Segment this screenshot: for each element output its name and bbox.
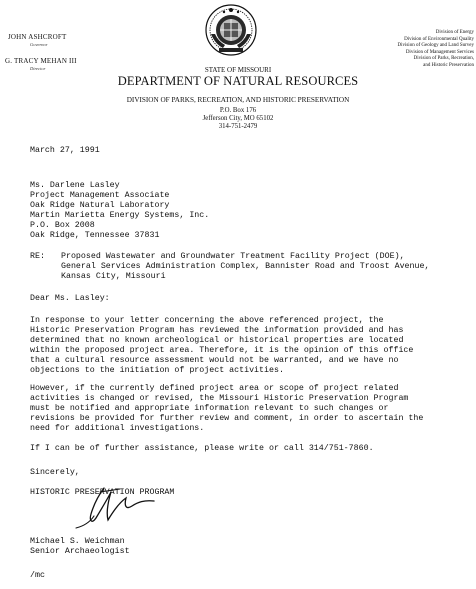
- recipient-line: Project Management Associate: [30, 191, 170, 200]
- paragraph-line: determined that no known archeological or historical properties are located: [30, 336, 404, 345]
- handwritten-signature: [64, 486, 174, 530]
- paragraph-line: must be notified and appropriate information relevant to such changes or: [30, 404, 389, 413]
- recipient-line: Oak Ridge Natural Laboratory: [30, 201, 170, 210]
- re-line: General Services Administration Complex, Bannister Road and Troost Avenue,: [61, 262, 430, 271]
- division-item: Division of Parks, Recreation,: [413, 56, 474, 62]
- missouri-state-seal: [205, 4, 257, 56]
- recipient-line: P.O. Box 2008: [30, 221, 95, 230]
- paragraph-line: Historic Preservation Program has reviewed the information provided and has: [30, 326, 404, 335]
- paragraph-line: need for additional investigations.: [30, 424, 205, 433]
- body-paragraph-3: [30, 444, 374, 454]
- state-name: STATE OF MISSOURI: [204, 66, 272, 74]
- re-line: Kansas City, Missouri: [61, 272, 166, 281]
- address-po-box: P.O. Box 176: [219, 107, 257, 114]
- division-name: DIVISION OF PARKS, RECREATION, AND HISTORIC PRESERVATION: [126, 96, 350, 104]
- department-name: DEPARTMENT OF NATURAL RESOURCES: [117, 74, 359, 88]
- program-name: HISTORIC PRESERVATION PROGRAM: [30, 488, 175, 497]
- division-item: Division of Environmental Quality: [404, 36, 474, 42]
- governor-title: Governor: [30, 42, 48, 47]
- governor-name: JOHN ASHCROFT: [8, 33, 67, 41]
- recipient-block: [30, 181, 209, 241]
- division-list: [392, 30, 474, 70]
- re-subject: [61, 252, 429, 282]
- paragraph-line: In response to your letter concerning the above referenced project, the: [30, 316, 384, 325]
- paragraph-line: activities is changed or revised, the Missouri Historic Preservation Program: [30, 394, 409, 403]
- signer-name: Michael S. Weichman: [30, 537, 125, 546]
- paragraph-line: However, if the currently defined project area or scope of project related: [30, 384, 399, 393]
- paragraph-line: within the proposed project area. Therefore, it is the opinion of this office: [30, 346, 414, 355]
- division-item: and Historic Preservation: [423, 62, 474, 68]
- closing: Sincerely,: [30, 468, 80, 477]
- signer-title: Senior Archaeologist: [30, 547, 130, 556]
- recipient-line: Martin Marietta Energy Systems, Inc.: [30, 211, 210, 220]
- division-item: Division of Geology and Land Survey: [397, 43, 474, 49]
- re-line: Proposed Wastewater and Groundwater Treatment Facility Project (DOE),: [61, 252, 405, 261]
- salutation: Dear Ms. Lasley:: [30, 294, 110, 303]
- paragraph-line: revisions be provided for further review and comment, in order to ascertain the: [30, 414, 424, 423]
- recipient-line: Oak Ridge, Tennessee 37831: [30, 231, 160, 240]
- director-name: G. TRACY MEHAN III: [5, 57, 77, 65]
- letter-date: March 27, 1991: [30, 146, 100, 155]
- director-title: Director: [30, 66, 46, 71]
- division-item: Division of Management Services: [405, 49, 474, 55]
- paragraph-line: If I can be of further assistance, please write or call 314/751-7860.: [30, 444, 374, 453]
- address-city: Jefferson City, MO 65102: [202, 115, 274, 122]
- address-phone: 314-751-2479: [218, 123, 258, 130]
- typist-initials: /mc: [30, 571, 45, 580]
- division-item: Division of Energy: [435, 30, 474, 35]
- paragraph-line: that a cultural resource assessment would not be warranted, and we have no: [30, 356, 399, 365]
- re-label: RE:: [30, 252, 45, 261]
- body-paragraph-1: [30, 316, 413, 376]
- recipient-line: Ms. Darlene Lasley: [30, 181, 120, 190]
- paragraph-line: objections to the initiation of project activities.: [30, 366, 284, 375]
- body-paragraph-2: [30, 384, 423, 434]
